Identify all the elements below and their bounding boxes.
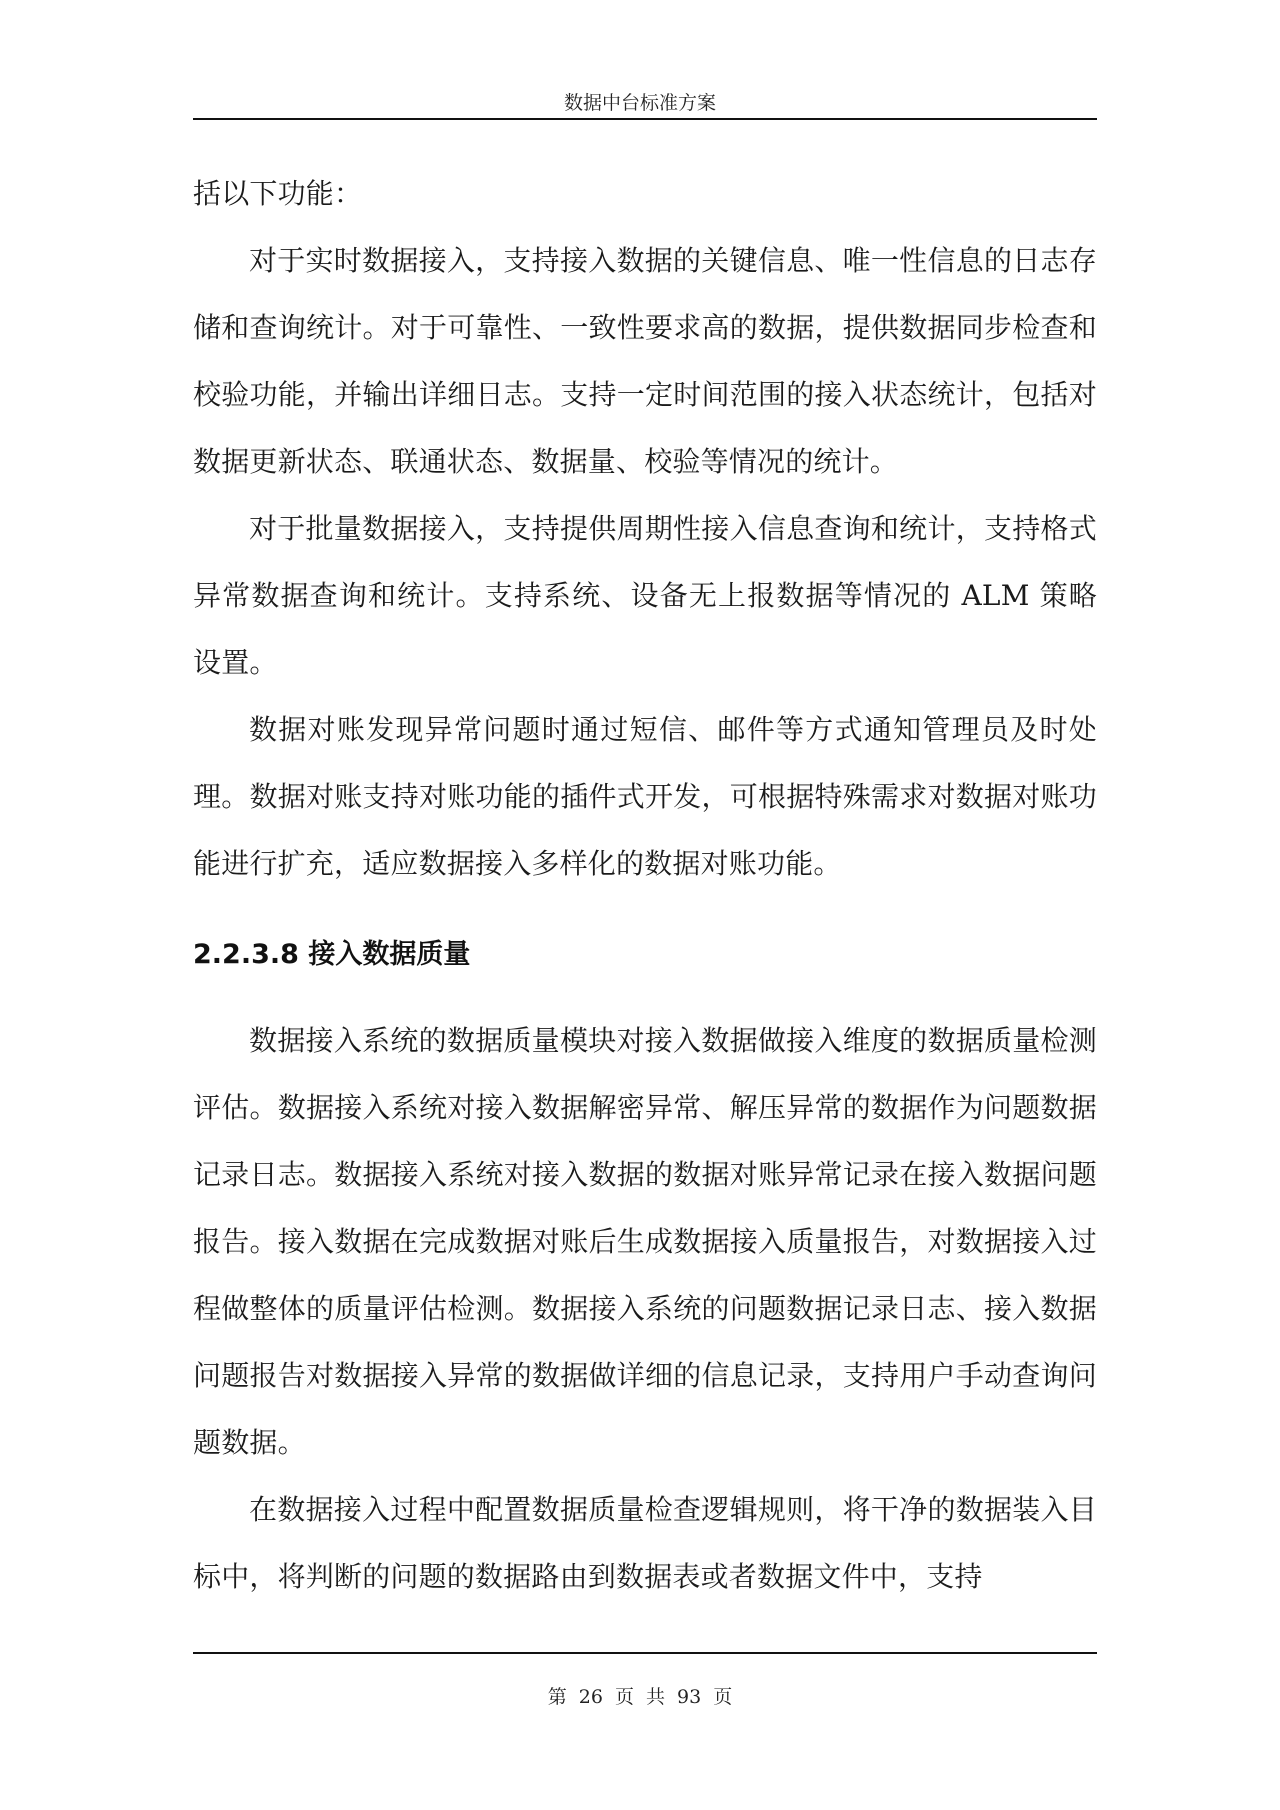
page-number: 第 26 页 共 93 页: [547, 1686, 733, 1708]
section-heading: 2.2.3.8 接入数据质量: [193, 939, 471, 970]
running-header-title: 数据中台标准方案: [563, 92, 716, 114]
page-content: [193, 160, 1097, 1610]
paragraph-batch-access: 对于批量数据接入，支持提供周期性接入信息查询和统计，支持格式异常数据查询和统计。支持系统、设备无上报数据等情况的 ALM 策略设置。: [193, 512, 1097, 679]
paragraph-quality-rules: 在数据接入过程中配置数据质量检查逻辑规则，将干净的数据装入目标中，将判断的问题的数据路由到数据表或者数据文件中，支持: [193, 1493, 1097, 1593]
header-divider: [193, 118, 1097, 120]
paragraph-reconciliation: 数据对账发现异常问题时通过短信、邮件等方式通知管理员及时处理。数据对账支持对账功能的插件式开发，可根据特殊需求对数据对账功能进行扩充，适应数据接入多样化的数据对账功能。: [193, 713, 1097, 880]
paragraph-realtime-access: 对于实时数据接入，支持接入数据的关键信息、唯一性信息的日志存储和查询统计。对于可靠性、一致性要求高的数据，提供数据同步检查和校验功能，并输出详细日志。支持一定时间范围的接入状态统计，包括对数据更新状态、联通状态、数据量、校验等情况的统计。: [193, 244, 1097, 478]
paragraph-data-quality: 数据接入系统的数据质量模块对接入数据做接入维度的数据质量检测评估。数据接入系统对接入数据解密异常、解压异常的数据作为问题数据记录日志。数据接入系统对接入数据的数据对账异常记录在接入数据问题报告。接入数据在完成数据对账后生成数据接入质量报告，对数据接入过程做整体的质量评估检测。数据接入系统的问题数据记录日志、接入数据问题报告对数据接入异常的数据做详细的信息记录，支持用户手动查询问题数据。: [193, 1024, 1097, 1459]
footer-divider: [193, 1652, 1097, 1654]
paragraph-intro: 括以下功能：: [193, 177, 363, 210]
